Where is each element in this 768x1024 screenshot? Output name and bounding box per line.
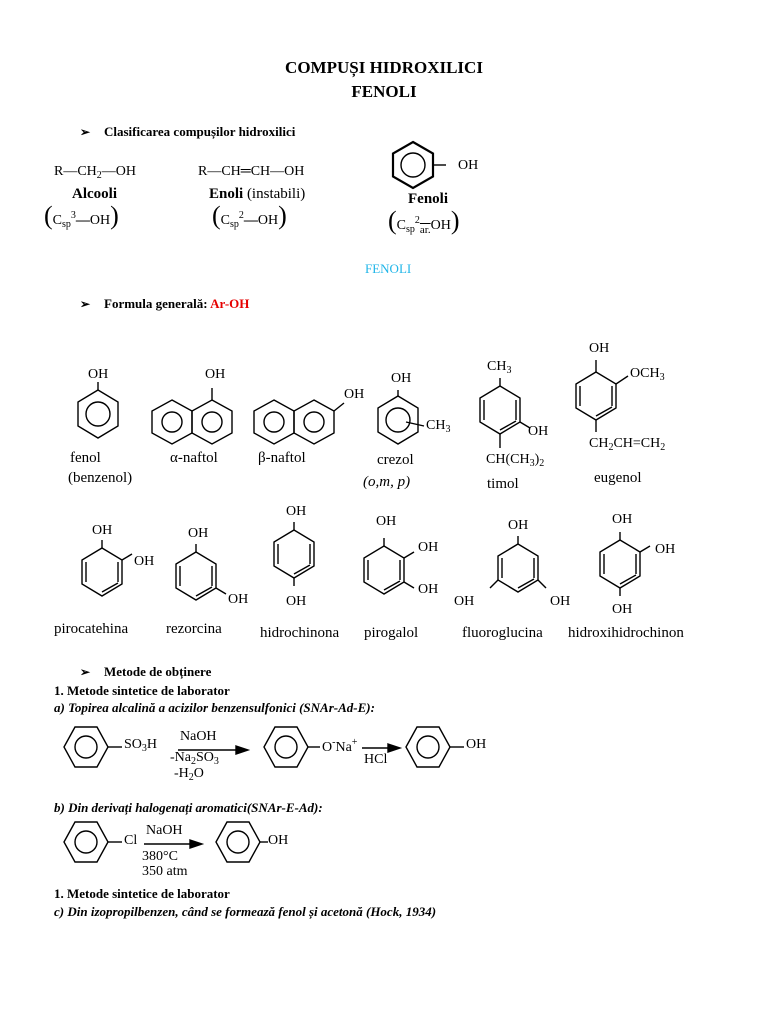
rezorcina-oh2: OH: [228, 592, 249, 607]
bullet-arrow-icon: ➢: [80, 297, 91, 311]
rezorcina-structure-icon: [174, 552, 234, 612]
pirogalol-structure-icon: [362, 546, 422, 606]
reagent-na2so3: $-Na_2SO_3$: [170, 750, 219, 767]
fenol-oh: OH: [88, 367, 109, 382]
hidrochinona-structure-icon: [272, 530, 322, 600]
methods-heading: ➢ Metode de obținere: [80, 664, 212, 679]
pirogalol-oh3: OH: [418, 582, 439, 597]
reagent-hcl: HCl: [364, 752, 388, 767]
phenol-class-name: Fenoli: [408, 191, 448, 207]
crezol-ch3: $CH_3$: [426, 418, 451, 435]
reagent-temperature: 380°C: [142, 849, 178, 864]
beta-naftol-oh: OH: [344, 387, 365, 402]
alpha-naftol-name: α-naftol: [170, 450, 218, 466]
phenoxide-label: O-Na+: [322, 737, 358, 755]
phenol-product-b-ring-icon: [214, 820, 262, 864]
hidrochinona-name: hidrochinona: [260, 625, 340, 641]
timol-oh: OH: [528, 424, 549, 439]
methods-b: b) Din derivați halogenați aromatici(SNAr-E-Ad):: [54, 800, 323, 815]
enol-hybrid: $(C_{sp}^2—OH)$: [212, 201, 287, 230]
general-formula: ➢ Formula generală: Ar-OH: [80, 296, 250, 311]
fluoroglucina-oh1: OH: [508, 518, 529, 533]
crezol-name: crezol: [377, 452, 414, 468]
benzenesulfonic-ring-icon: [62, 725, 110, 769]
reagent-naoh-b: NaOH: [146, 823, 183, 838]
phenol-product-ring-icon: [404, 725, 452, 769]
pirogalol-name: pirogalol: [364, 625, 419, 641]
alcohol-hybrid: $(C_{sp}^3—OH)$: [44, 201, 119, 230]
phenol-product-oh: OH: [466, 737, 487, 752]
fluoroglucina-structure-icon: [496, 544, 556, 604]
reagent-h2o: $-H_2O$: [174, 766, 204, 783]
hidrochinona-oh2: OH: [286, 594, 307, 609]
eugenol-allyl: $CH_2CH=CH_2$: [589, 436, 666, 453]
beta-naftol-structure-icon: [252, 398, 352, 446]
phenol-class-ring-icon: [388, 140, 438, 190]
so3h-label: $SO_3H$: [124, 737, 158, 754]
timol-ch3: $CH_3$: [487, 359, 512, 376]
hidroxihidrochinon-oh2: OH: [655, 542, 676, 557]
hidroxihidrochinon-name: hidroxihidrochinon: [568, 625, 684, 641]
pirocatehina-oh2: OH: [134, 554, 155, 569]
methods-c: c) Din izopropilbenzen, când se formează fenol și acetonă (Hock, 1934): [54, 904, 437, 919]
methods-sub1: 1. Metode sintetice de laborator: [54, 683, 230, 698]
pirogalol-oh2: OH: [418, 540, 439, 555]
methods-a: a) Topirea alcalină a acizilor benzensulfonici (SNAr-Ad-E):: [54, 700, 375, 715]
phenoxide-ring-icon: [262, 725, 310, 769]
crezol-oh: OH: [391, 371, 412, 386]
alcohol-formula: $R—CH_2—OH$: [54, 164, 137, 181]
pirocatehina-structure-icon: [80, 548, 140, 608]
phenol-class-oh: OH: [458, 158, 479, 173]
reagent-naoh: NaOH: [180, 729, 217, 744]
enol-name: Enoli (instabili): [209, 186, 306, 202]
phenol-product-b-oh: OH: [268, 833, 289, 848]
fenol-alt-name: (benzenol): [68, 470, 133, 486]
hidroxihidrochinon-oh1: OH: [612, 512, 633, 527]
reagent-pressure: 350 atm: [142, 864, 188, 879]
eugenol-name: eugenol: [594, 470, 642, 486]
pirocatehina-oh1: OH: [92, 523, 113, 538]
phenol-class-hybrid: $(C_{sp}^2_{ar.}OH)$: [388, 206, 460, 236]
fluoroglucina-name: fluoroglucina: [462, 625, 543, 641]
hidrochinona-oh1: OH: [286, 504, 307, 519]
classification-heading: ➢ Clasificarea compușilor hidroxilici: [80, 124, 296, 139]
pirocatehina-name: pirocatehina: [54, 621, 129, 637]
pirogalol-oh1: OH: [376, 514, 397, 529]
eugenol-oh: OH: [589, 341, 610, 356]
timol-name: timol: [487, 476, 519, 492]
crezol-isomers: (o,m, p): [363, 474, 411, 490]
fluoroglucina-oh3: OH: [550, 594, 571, 609]
rezorcina-name: rezorcina: [166, 621, 222, 637]
hidroxihidrochinon-oh3: OH: [612, 602, 633, 617]
hidroxihidrochinon-structure-icon: [598, 540, 658, 600]
cl-label: Cl: [124, 833, 138, 848]
page-subtitle: FENOLI: [351, 82, 417, 101]
fenol-structure-icon: [76, 390, 120, 440]
eugenol-och3: $OCH_3$: [630, 366, 665, 383]
fluoroglucina-oh2: OH: [454, 594, 475, 609]
alcohol-name: Alcooli: [72, 186, 117, 202]
bullet-arrow-icon: ➢: [80, 125, 91, 139]
section-label: FENOLI: [365, 261, 412, 276]
alpha-naftol-structure-icon: [150, 398, 238, 446]
timol-isopropyl: $CH(CH_3)_2$: [486, 452, 545, 469]
rezorcina-oh1: OH: [188, 526, 209, 541]
page-title: COMPUȘI HIDROXILICI: [285, 58, 483, 77]
beta-naftol-name: β-naftol: [258, 450, 306, 466]
enol-formula: R—CH═CH—OH: [198, 164, 305, 179]
methods-sub2: 1. Metode sintetice de laborator: [54, 886, 230, 901]
chlorobenzene-ring-icon: [62, 820, 110, 864]
fenol-name: fenol: [70, 450, 101, 466]
alpha-naftol-oh: OH: [205, 367, 226, 382]
bullet-arrow-icon: ➢: [80, 665, 91, 679]
